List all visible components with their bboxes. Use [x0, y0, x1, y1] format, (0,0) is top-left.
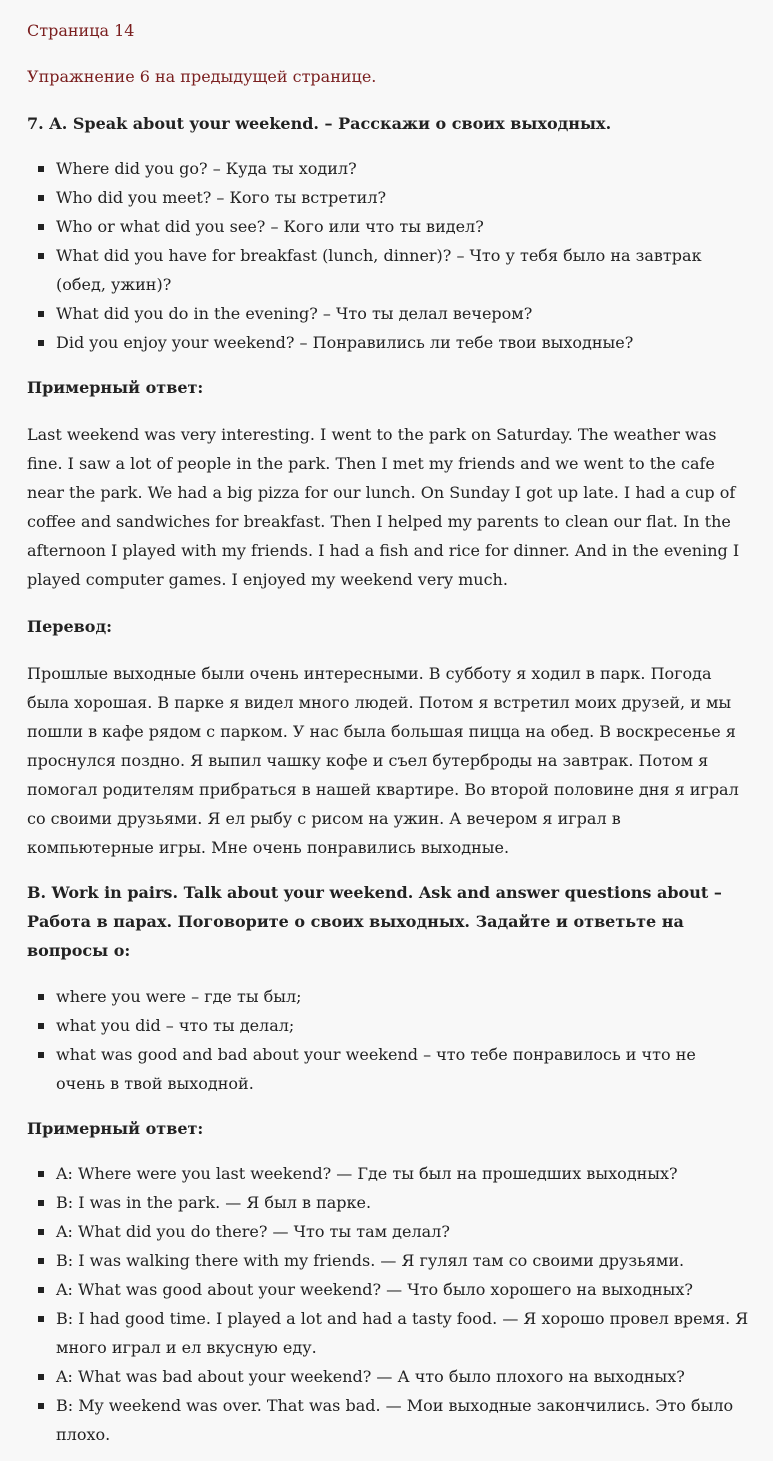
list-item: where you were – где ты был;	[27, 982, 749, 1011]
previous-exercise-link[interactable]: Упражнение 6 на предыдущей странице.	[27, 67, 377, 86]
task-7a-heading: 7. A. Speak about your weekend. – Расскажи о своих выходных.	[27, 114, 612, 133]
task-7b-heading: B. Work in pairs. Talk about your weekend. Ask and answer questions about – Работа в парах. Поговорите о своих выходных. Задайте и ответьте на вопросы о:	[27, 883, 722, 960]
sample-answer-text: Last weekend was very interesting. I went to the park on Saturday. The weather was fine. I saw a lot of people in the park. Then I met my friends and we went to the cafe near the park. We had a big pizza for our lunch. On Sunday I got up late. I had a cup of coffee and sandwiches for breakfast. Then I helped my parents to clean our flat. In the afternoon I played with my friends. I had a fish and rice for dinner. And in the evening I played computer games. I enjoyed my weekend very much.	[27, 425, 740, 589]
translation-heading: Перевод:	[27, 617, 113, 636]
sample-answer-heading: Примерный ответ:	[27, 378, 204, 397]
list-item: Where did you go? – Куда ты ходил?	[27, 154, 749, 183]
list-item: B: My weekend was over. That was bad. — Мои выходные закончились. Это было плохо.	[27, 1391, 749, 1449]
list-item: B: I had good time. I played a lot and had a tasty food. — Я хорошо провел время. Я много играл и ел вкусную еду.	[27, 1304, 749, 1362]
task-7a-question-list	[27, 154, 749, 357]
list-item: what was good and bad about your weekend – что тебе понравилось и что не очень в твой выходной.	[27, 1040, 749, 1098]
list-item: B: I was walking there with my friends. — Я гулял там со своими друзьями.	[27, 1246, 749, 1275]
list-item: B: I was in the park. — Я был в парке.	[27, 1188, 749, 1217]
dialogue-list	[27, 1159, 749, 1449]
task-7b-topic-list	[27, 982, 749, 1098]
sample-answer-heading: Примерный ответ:	[27, 1119, 204, 1138]
list-item: What did you have for breakfast (lunch, dinner)? – Что у тебя было на завтрак (обед, ужин)?	[27, 241, 749, 299]
list-item: A: Where were you last weekend? — Где ты был на прошедших выходных?	[27, 1159, 749, 1188]
list-item: A: What was bad about your weekend? — А что было плохого на выходных?	[27, 1362, 749, 1391]
list-item: What did you do in the evening? – Что ты делал вечером?	[27, 299, 749, 328]
list-item: Who or what did you see? – Кого или что ты видел?	[27, 212, 749, 241]
list-item: Who did you meet? – Кого ты встретил?	[27, 183, 749, 212]
list-item: A: What was good about your weekend? — Что было хорошего на выходных?	[27, 1275, 749, 1304]
list-item: what you did – что ты делал;	[27, 1011, 749, 1040]
translation-text: Прошлые выходные были очень интересными. В субботу я ходил в парк. Погода была хорошая. В парке я видел много людей. Потом я встретил моих друзей, и мы пошли в кафе рядом с парком. У нас была большая пицца на обед. В воскресенье я проснулся поздно. Я выпил чашку кофе и съел бутерброды на завтрак. Потом я помогал родителям прибраться в нашей квартире. Во второй половине дня я играл со своими друзьями. Я ел рыбу с рисом на ужин. А вечером я играл в компьютерные игры. Мне очень понравились выходные.	[27, 664, 739, 857]
list-item: A: What did you do there? — Что ты там делал?	[27, 1217, 749, 1246]
page-link[interactable]: Страница 14	[27, 21, 135, 40]
list-item: Did you enjoy your weekend? – Понравились ли тебе твои выходные?	[27, 328, 749, 357]
